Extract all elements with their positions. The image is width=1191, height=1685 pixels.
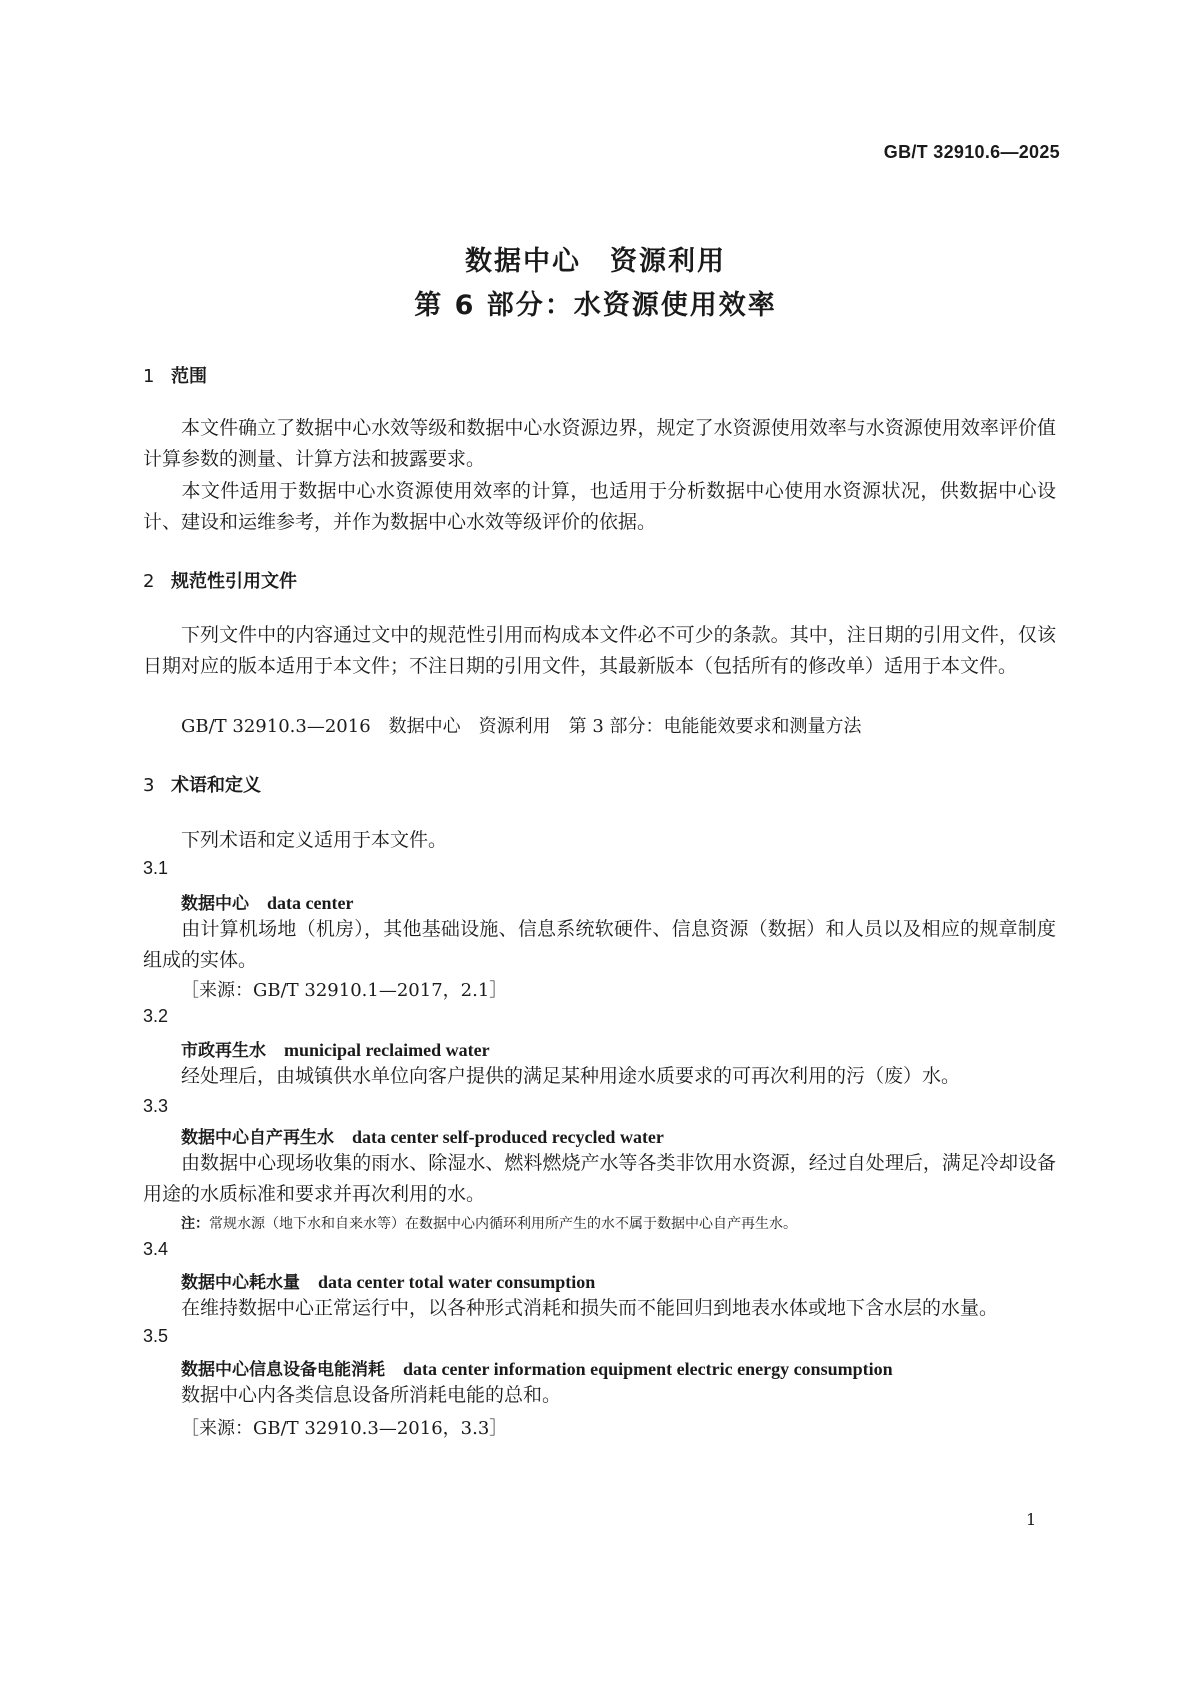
term-note: 注：常规水源（地下水和自来水等）在数据中心内循环利用所产生的水不属于数据中心自产再生水。 (181, 1216, 797, 1232)
term-definition: 经处理后，由城镇供水单位向客户提供的满足某种用途水质要求的可再次利用的污（废）水。 (181, 1065, 961, 1087)
section-1-heading: 1 范围 (143, 366, 207, 387)
document-title (0, 240, 1191, 328)
term-name: 数据中心自产再生水 data center self-produced recycled water (181, 1127, 664, 1148)
term-definition: 由数据中心现场收集的雨水、除湿水、燃料燃烧产水等各类非饮用水资源，经过自处理后，满足冷却设备用途的水质标准和要求并再次利用的水。 (143, 1152, 1056, 1205)
title-line-1: 数据中心 资源利用 (465, 246, 726, 277)
term-number: 3.5 (143, 1326, 169, 1346)
section-3-heading: 3 术语和定义 (143, 775, 261, 796)
term-definition: 由计算机场地（机房），其他基础设施、信息系统软硬件、信息资源（数据）和人员以及相应的规章制度组成的实体。 (143, 918, 1056, 971)
term-number: 3.1 (143, 858, 169, 878)
section-3-intro: 下列术语和定义适用于本文件。 (181, 829, 448, 851)
term-name: 数据中心信息设备电能消耗 data center information equipment electric energy consumption (181, 1359, 893, 1380)
term-name: 数据中心 data center (181, 893, 354, 914)
section-1-paragraph-1: 本文件确立了数据中心水效等级和数据中心水资源边界，规定了水资源使用效率与水资源使用效率评价值计算参数的测量、计算方法和披露要求。 (143, 417, 1056, 470)
term-definition: 数据中心内各类信息设备所消耗电能的总和。 (181, 1384, 562, 1406)
standard-number: GB/T 32910.6—2025 (883, 142, 1060, 162)
page-number: 1 (1026, 1510, 1037, 1529)
term-number: 3.2 (143, 1006, 169, 1026)
term-number: 3.3 (143, 1096, 169, 1116)
term-name: 市政再生水 municipal reclaimed water (181, 1040, 490, 1061)
section-2-paragraph: 下列文件中的内容通过文中的规范性引用而构成本文件必不可少的条款。其中，注日期的引用文件，仅该日期对应的版本适用于本文件；不注日期的引用文件，其最新版本（包括所有的修改单）适用于本文件。 (143, 624, 1056, 677)
term-number: 3.4 (143, 1239, 169, 1259)
term-name: 数据中心耗水量 data center total water consumption (181, 1272, 596, 1293)
term-source: ［来源：GB/T 32910.1—2017，2.1］ (181, 980, 508, 1001)
term-source: ［来源：GB/T 32910.3—2016，3.3］ (181, 1418, 508, 1439)
section-2-heading: 2 规范性引用文件 (143, 571, 297, 592)
normative-reference: GB/T 32910.3—2016 数据中心 资源利用 第 3 部分：电能能效要求和测量方法 (181, 716, 862, 737)
title-line-2: 第 6 部分：水资源使用效率 (414, 290, 777, 321)
section-1-paragraph-2: 本文件适用于数据中心水资源使用效率的计算，也适用于分析数据中心使用水资源状况，供数据中心设计、建设和运维参考，并作为数据中心水效等级评价的依据。 (143, 480, 1056, 533)
term-definition: 在维持数据中心正常运行中，以各种形式消耗和损失而不能回归到地表水体或地下含水层的水量。 (181, 1297, 999, 1319)
